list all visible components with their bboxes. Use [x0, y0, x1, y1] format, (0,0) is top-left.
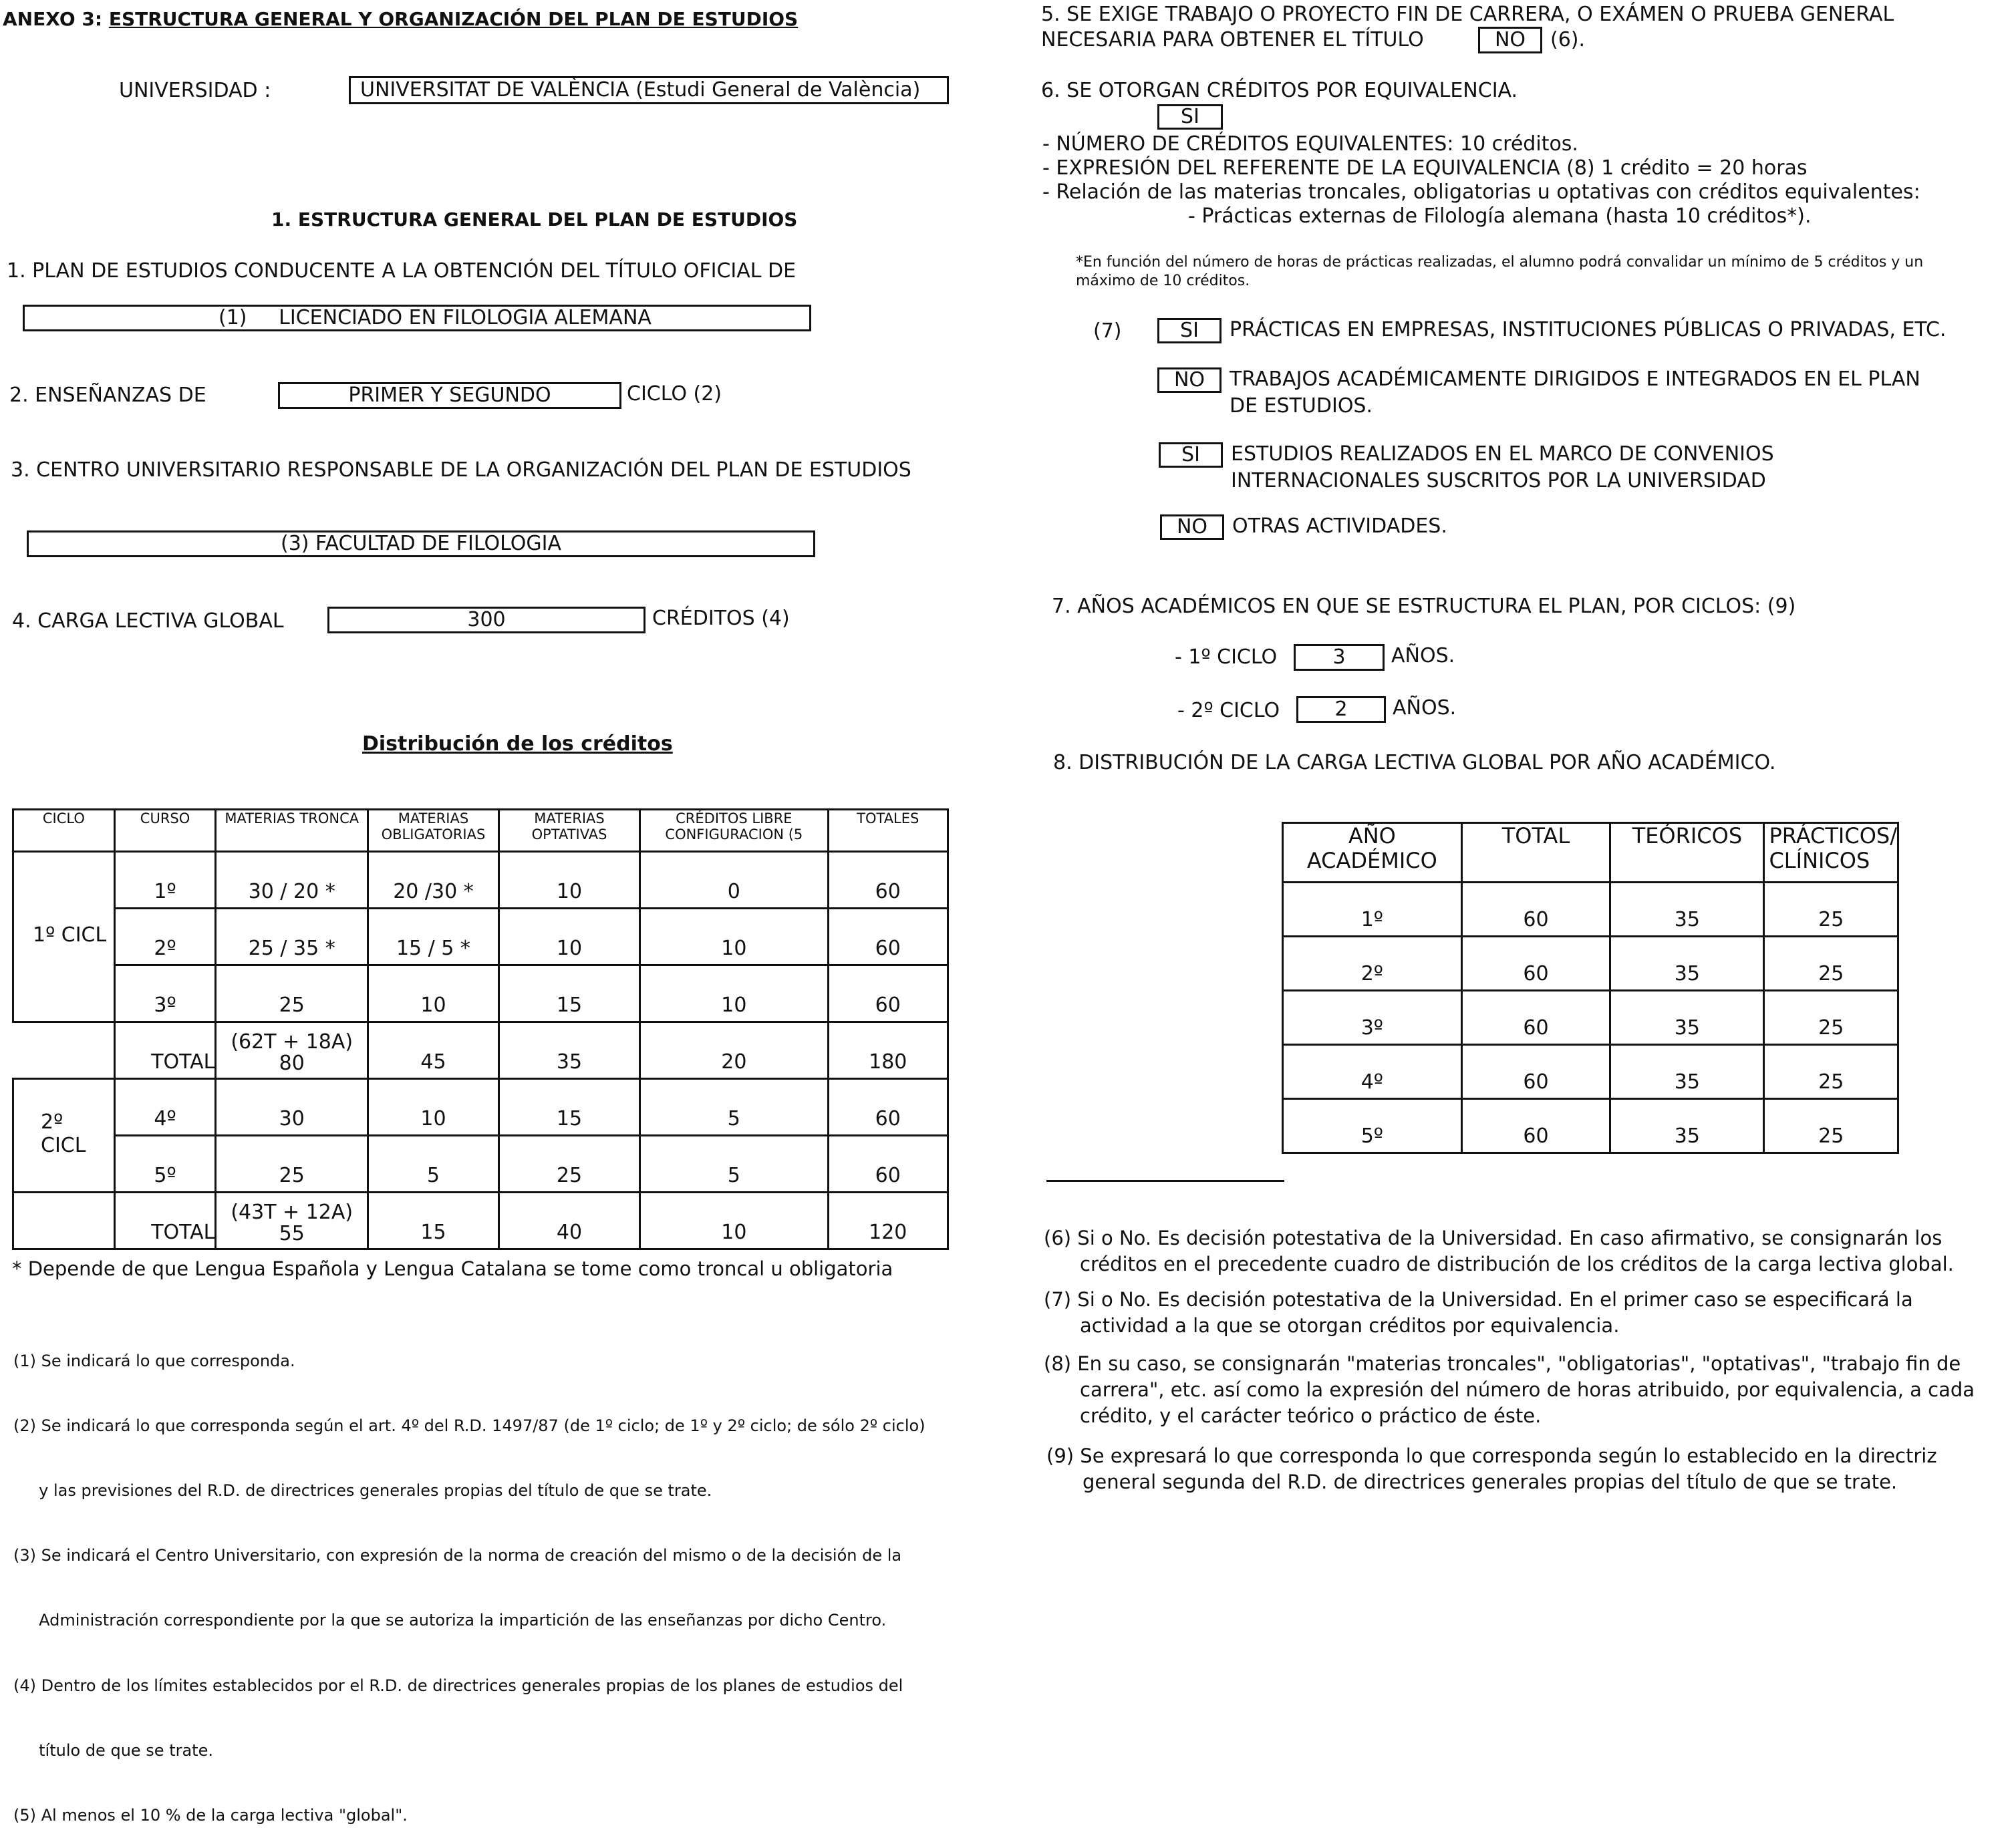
- table-cell: 25: [1764, 1045, 1898, 1099]
- header-obligatorias: MATERIAS OBLIGATORIAS: [368, 810, 499, 852]
- footnote-line: (9) Se expresará lo que corresponda lo que corresponda según lo establecido en la directriz: [1046, 1444, 1937, 1467]
- table-cell: 30: [216, 1079, 368, 1136]
- table-cell: 5: [640, 1079, 828, 1136]
- item4-label: 4. CARGA LECTIVA GLOBAL: [12, 609, 284, 633]
- footnote-6: [1044, 1225, 1954, 1277]
- practicas-empresas-field: SI: [1157, 318, 1221, 343]
- footnote-line: (3) Se indicará el Centro Universitario, con expresión de la norma de creación del mismo o de la decisión de la: [13, 1546, 902, 1565]
- annex-heading: [3, 8, 798, 30]
- table-cell: 3º: [114, 965, 216, 1022]
- footnote-line: (4) Dentro de los límites establecidos por el R.D. de directrices generales propias de los planes de estudios del: [13, 1676, 903, 1695]
- universidad-label: UNIVERSIDAD :: [119, 79, 271, 102]
- proyecto-fin-carrera-field: NO: [1478, 27, 1542, 53]
- table-cell: 30 / 20 *: [216, 852, 368, 909]
- table-cell: 60: [828, 965, 948, 1022]
- table-cell: 5º: [1283, 1099, 1462, 1153]
- table-cell: 15: [498, 1079, 639, 1136]
- table-cell: 35: [498, 1022, 639, 1079]
- footnote-line: Administración correspondiente por la que se autoriza la impartición de las enseñanzas por dicho Centro.: [13, 1611, 887, 1630]
- footnote-line: (8) En su caso, se consignarán "materias troncales", "obligatorias", "optativas", "trabajo fin de: [1044, 1352, 1961, 1375]
- equiv-note-2: máximo de 10 créditos.: [1076, 273, 1250, 289]
- footnote-divider: [1046, 1180, 1284, 1182]
- header-ano: AÑO ACADÉMICO: [1283, 823, 1462, 883]
- footnote-8: [1044, 1351, 1975, 1429]
- table-cell: 20: [640, 1022, 828, 1079]
- table-cell: 25: [498, 1136, 639, 1193]
- table-cell: TOTAL: [114, 1022, 216, 1079]
- footnote-line: (1) Se indicará lo que corresponda.: [13, 1351, 295, 1370]
- otras-actividades-field: NO: [1160, 514, 1224, 540]
- table-row: [13, 909, 948, 965]
- practicas-empresas-label: PRÁCTICAS EN EMPRESAS, INSTITUCIONES PÚBLICAS O PRIVADAS, ETC.: [1230, 318, 1947, 341]
- table-header-row: [13, 810, 948, 852]
- ensenanzas-field: PRIMER Y SEGUNDO: [278, 382, 621, 409]
- trabajos-dirigidos-field: NO: [1157, 367, 1221, 393]
- centro-field: (3) FACULTAD DE FILOLOGIA: [27, 530, 815, 557]
- cycle1-label: 1º CICL: [13, 852, 115, 1022]
- table-row: [13, 1136, 948, 1193]
- equiv-line-4: - Prácticas externas de Filología alemana (hasta 10 créditos*).: [1188, 204, 1812, 228]
- annex-title: ESTRUCTURA GENERAL Y ORGANIZACIÓN DEL PLAN DE ESTUDIOS: [108, 8, 799, 30]
- table-cell: 25: [216, 1136, 368, 1193]
- footnote-line: (5) Al menos el 10 % de la carga lectiva "global".: [13, 1805, 408, 1825]
- cycle2-years-suffix: AÑOS.: [1393, 696, 1457, 720]
- item6-label: 6. SE OTORGAN CRÉDITOS POR EQUIVALENCIA.: [1041, 79, 1518, 102]
- footnote-7: [1044, 1287, 1913, 1339]
- table-cell: 35: [1610, 883, 1764, 937]
- item5-line2: NECESARIA PARA OBTENER EL TÍTULO: [1041, 28, 1424, 51]
- carga-field: 300: [327, 607, 645, 633]
- table-row-total: [13, 1193, 948, 1249]
- footnote-line: crédito, y el carácter teórico o práctico de éste.: [1080, 1404, 1542, 1428]
- trabajos-dirigidos-label-2: DE ESTUDIOS.: [1230, 394, 1373, 418]
- item2-suffix: CICLO (2): [627, 382, 722, 406]
- table-cell: 15: [498, 965, 639, 1022]
- table-cell: 60: [1461, 991, 1610, 1045]
- section1-title: 1. ESTRUCTURA GENERAL DEL PLAN DE ESTUDIOS: [271, 208, 798, 230]
- table-cell: 10: [498, 909, 639, 965]
- footnote-line: (2) Se indicará lo que corresponda según el art. 4º del R.D. 1497/87 (de 1º ciclo; de 1º y 2º ciclo; de sólo 2º ciclo): [13, 1416, 925, 1435]
- equivalencia-field: SI: [1157, 104, 1223, 130]
- header-curso: CURSO: [114, 810, 216, 852]
- item2-label: 2. ENSEÑANZAS DE: [9, 383, 206, 407]
- header-totales: TOTALES: [828, 810, 948, 852]
- equiv-line-1: - NÚMERO DE CRÉDITOS EQUIVALENTES: 10 créditos.: [1042, 132, 1578, 156]
- table-row: [13, 1079, 948, 1136]
- table-cell: 15 / 5 *: [368, 909, 499, 965]
- table-row-total: [13, 1022, 948, 1079]
- convenios-label-2: INTERNACIONALES SUSCRITOS POR LA UNIVERSIDAD: [1231, 469, 1766, 492]
- table-cell: 10: [368, 965, 499, 1022]
- table-cell: 4º: [1283, 1045, 1462, 1099]
- header-total: TOTAL: [1461, 823, 1610, 883]
- table-cell: 60: [1461, 883, 1610, 937]
- footnote-9: [1046, 1443, 1937, 1495]
- equiv-line-3: - Relación de las materias troncales, obligatorias u optativas con créditos equivalentes:: [1042, 180, 1920, 204]
- convenios-label-1: ESTUDIOS REALIZADOS EN EL MARCO DE CONVENIOS: [1231, 442, 1774, 466]
- year-distribution-table: [1282, 822, 1899, 1154]
- header-troncales: MATERIAS TRONCA: [216, 810, 368, 852]
- table-cell: 60: [1461, 937, 1610, 991]
- table-cell: 3º: [1283, 991, 1462, 1045]
- item4-suffix: CRÉDITOS (4): [652, 607, 790, 630]
- table-row: [1283, 991, 1898, 1045]
- table-cell: 35: [1610, 1099, 1764, 1153]
- table-row: [1283, 1099, 1898, 1153]
- item5-suffix: (6).: [1550, 28, 1586, 51]
- table-cell: 25: [216, 965, 368, 1022]
- table-cell: 25: [1764, 1099, 1898, 1153]
- item7-marker: (7): [1093, 319, 1122, 343]
- equiv-line-2: - EXPRESIÓN DEL REFERENTE DE LA EQUIVALENCIA (8) 1 crédito = 20 horas: [1042, 156, 1808, 180]
- header-practicos: PRÁCTICOS/ CLÍNICOS: [1764, 823, 1898, 883]
- table-cell: 0: [640, 852, 828, 909]
- table-cell: 15: [368, 1193, 499, 1249]
- table-cell: (62T + 18A) 80: [216, 1022, 368, 1079]
- item7-label: 7. AÑOS ACADÉMICOS EN QUE SE ESTRUCTURA EL PLAN, POR CICLOS: (9): [1052, 595, 1796, 618]
- table-cell: 45: [368, 1022, 499, 1079]
- cycle2-years-label: - 2º CICLO: [1177, 699, 1280, 722]
- table-row: [1283, 937, 1898, 991]
- footnote-line: (6) Si o No. Es decisión potestativa de la Universidad. En caso afirmativo, se consignarán los: [1044, 1227, 1943, 1249]
- table-cell: 60: [828, 1136, 948, 1193]
- table-cell: 10: [498, 852, 639, 909]
- table-cell: 2º: [1283, 937, 1462, 991]
- table-cell: 10: [640, 909, 828, 965]
- table-cell: 25: [1764, 991, 1898, 1045]
- equiv-note-1: *En función del número de horas de prácticas realizadas, el alumno podrá convalidar un mínimo de 5 créditos y un: [1076, 254, 1924, 271]
- table-cell: 1º: [114, 852, 216, 909]
- table-cell: 5: [640, 1136, 828, 1193]
- table-cell: 180: [828, 1022, 948, 1079]
- annex-label: ANEXO 3:: [3, 8, 103, 30]
- table-cell: 5º: [114, 1136, 216, 1193]
- table-cell: 35: [1610, 937, 1764, 991]
- table-cell: 2º: [114, 909, 216, 965]
- table-row: [1283, 1045, 1898, 1099]
- asterisk-note: * Depende de que Lengua Española y Lengua Catalana se tome como troncal u obligatoria: [12, 1257, 893, 1280]
- table-cell: 120: [828, 1193, 948, 1249]
- cycle1-years-suffix: AÑOS.: [1391, 644, 1455, 667]
- header-teoricos: TEÓRICOS: [1610, 823, 1764, 883]
- table-cell: 20 /30 *: [368, 852, 499, 909]
- footnote-line: y las previsiones del R.D. de directrices generales propias del título de que se trate.: [13, 1481, 712, 1501]
- table-cell: 60: [828, 909, 948, 965]
- footnote-line: (7) Si o No. Es decisión potestativa de la Universidad. En el primer caso se especificará la: [1044, 1288, 1913, 1311]
- table-cell: 10: [368, 1079, 499, 1136]
- cycle1-years-field: 3: [1294, 644, 1385, 671]
- table-row: [1283, 883, 1898, 937]
- cycle2-years-field: 2: [1296, 696, 1386, 723]
- table-cell: 35: [1610, 1045, 1764, 1099]
- table-cell: TOTAL: [114, 1193, 216, 1249]
- table-cell: 60: [828, 1079, 948, 1136]
- cycle2-label: 2º CICL: [13, 1079, 115, 1193]
- table-cell: 4º: [114, 1079, 216, 1136]
- otras-actividades-label: OTRAS ACTIVIDADES.: [1232, 514, 1447, 538]
- table-cell: 10: [640, 1193, 828, 1249]
- item5-line1: 5. SE EXIGE TRABAJO O PROYECTO FIN DE CARRERA, O EXÁMEN O PRUEBA GENERAL: [1041, 3, 1894, 26]
- table-cell: 60: [1461, 1045, 1610, 1099]
- header-optativas: MATERIAS OPTATIVAS: [498, 810, 639, 852]
- item3-label: 3. CENTRO UNIVERSITARIO RESPONSABLE DE LA ORGANIZACIÓN DEL PLAN DE ESTUDIOS: [11, 458, 911, 482]
- table-cell: 25: [1764, 883, 1898, 937]
- footnote-line: general segunda del R.D. de directrices generales propias del título de que se trate.: [1083, 1471, 1898, 1494]
- distribution-title: Distribución de los créditos: [362, 732, 673, 756]
- footnote-line: actividad a la que se otorgan créditos por equivalencia.: [1080, 1314, 1620, 1338]
- table-cell: 60: [1461, 1099, 1610, 1153]
- table-cell: 25: [1764, 937, 1898, 991]
- header-libre-configuracion: CRÉDITOS LIBRE CONFIGURACION (5: [640, 810, 828, 852]
- universidad-field: UNIVERSITAT DE VALÈNCIA (Estudi General de València): [349, 76, 949, 104]
- table-cell: 5: [368, 1136, 499, 1193]
- table-cell: (43T + 12A) 55: [216, 1193, 368, 1249]
- left-footnotes: [13, 1307, 925, 1848]
- footnote-line: título de que se trate.: [13, 1740, 213, 1760]
- convenios-field: SI: [1159, 442, 1223, 468]
- item1-label: 1. PLAN DE ESTUDIOS CONDUCENTE A LA OBTENCIÓN DEL TÍTULO OFICIAL DE: [7, 259, 797, 283]
- footnote-line: carrera", etc. así como la expresión del número de horas atribuido, por equivalencia, a cada: [1080, 1378, 1975, 1402]
- table-cell: 25 / 35 *: [216, 909, 368, 965]
- table-header-row: [1283, 823, 1898, 883]
- trabajos-dirigidos-label-1: TRABAJOS ACADÉMICAMENTE DIRIGIDOS E INTEGRADOS EN EL PLAN: [1230, 367, 1920, 391]
- table-row: [13, 965, 948, 1022]
- table-cell: 35: [1610, 991, 1764, 1045]
- cycle1-years-label: - 1º CICLO: [1175, 645, 1278, 669]
- item8-label: 8. DISTRIBUCIÓN DE LA CARGA LECTIVA GLOBAL POR AÑO ACADÉMICO.: [1053, 751, 1776, 774]
- table-row: [13, 852, 948, 909]
- header-ciclo: CICLO: [13, 810, 115, 852]
- table-cell: 10: [640, 965, 828, 1022]
- table-cell: 60: [828, 852, 948, 909]
- titulo-field: (1) LICENCIADO EN FILOLOGIA ALEMANA: [23, 305, 811, 331]
- credit-distribution-table: [12, 808, 949, 1250]
- footnote-line: créditos en el precedente cuadro de distribución de los créditos de la carga lectiva global.: [1080, 1253, 1954, 1276]
- table-cell: 40: [498, 1193, 639, 1249]
- table-cell: 1º: [1283, 883, 1462, 937]
